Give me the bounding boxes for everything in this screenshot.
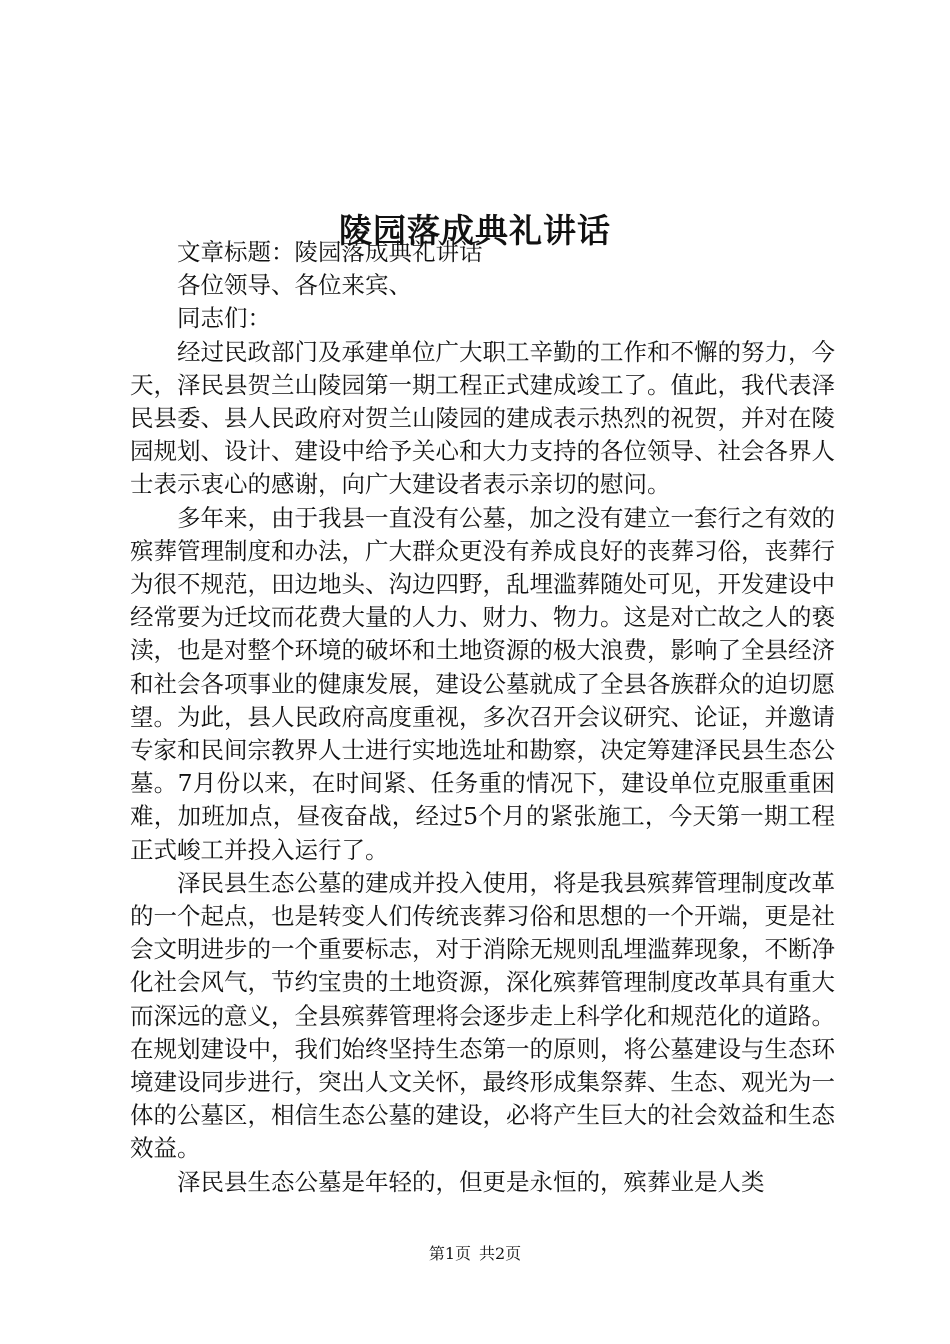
salutation-line-1: 各位领导、各位来宾、 — [177, 271, 412, 300]
article-title-line: 文章标题：陵园落成典礼讲话 — [177, 238, 483, 266]
body-paragraph: 泽民县生态公墓是年轻的，但更是永恒的，殡葬业是人类 — [177, 1167, 765, 1196]
page-number: 第1页 — [428, 1244, 471, 1263]
page-total: 共2页 — [479, 1244, 522, 1263]
body-paragraph: 多年来，由于我县一直没有公墓，加之没有建立一套行之有效的殡葬管理制度和办法，广大群众更没有养成良好的丧葬习俗，丧葬行为很不规范，田边地头、沟边四野，乱埋滥葬随处可见，开发建设中经常要为迁坟而花费大量的人力、财力、物力。这是对亡故之人的亵渎，也是对整个环境的破坏和土地资源的极大浪费，影响了全县经济和社会各项事业的健康发展，建设公墓就成了全县各族群众的迫切愿望。为此，县人民政府高度重视，多次召开会议研究、论证，并邀请专家和民间宗教界人士进行实地选址和勘察，决定筹建泽民县生态公墓。7月份以来，在时间紧、任务重的情况下，建设单位克服重重困难，加班加点，昼夜奋战，经过5个月的紧张施工，今天第一期工程正式峻工并投入运行了。 — [130, 503, 835, 864]
salutation-line-2: 同志们： — [177, 304, 271, 333]
page-footer — [0, 1243, 950, 1265]
document-title: 陵园落成典礼讲话 — [339, 211, 611, 251]
document-body — [130, 236, 835, 1199]
body-paragraph: 泽民县生态公墓的建成并投入使用，将是我县殡葬管理制度改革的一个起点，也是转变人们传统丧葬习俗和思想的一个开端，更是社会文明进步的一个重要标志，对于消除无规则乱埋滥葬现象，不断净化社会风气，节约宝贵的土地资源，深化殡葬管理制度改革具有重大而深远的意义，全县殡葬管理将会逐步走上科学化和规范化的道路。在规划建设中，我们始终坚持生态第一的原则，将公墓建设与生态环境建设同步进行，突出人文关怀，最终形成集祭葬、生态、观光为一体的公墓区，相信生态公墓的建设，必将产生巨大的社会效益和生态效益。 — [130, 868, 835, 1163]
body-paragraph: 经过民政部门及承建单位广大职工辛勤的工作和不懈的努力，今天，泽民县贺兰山陵园第一期工程正式建成竣工了。值此，我代表泽民县委、县人民政府对贺兰山陵园的建成表示热烈的祝贺，并对在陵园规划、设计、建设中给予关心和大力支持的各位领导、社会各界人士表示衷心的感谢，向广大建设者表示亲切的慰问。 — [130, 337, 835, 499]
